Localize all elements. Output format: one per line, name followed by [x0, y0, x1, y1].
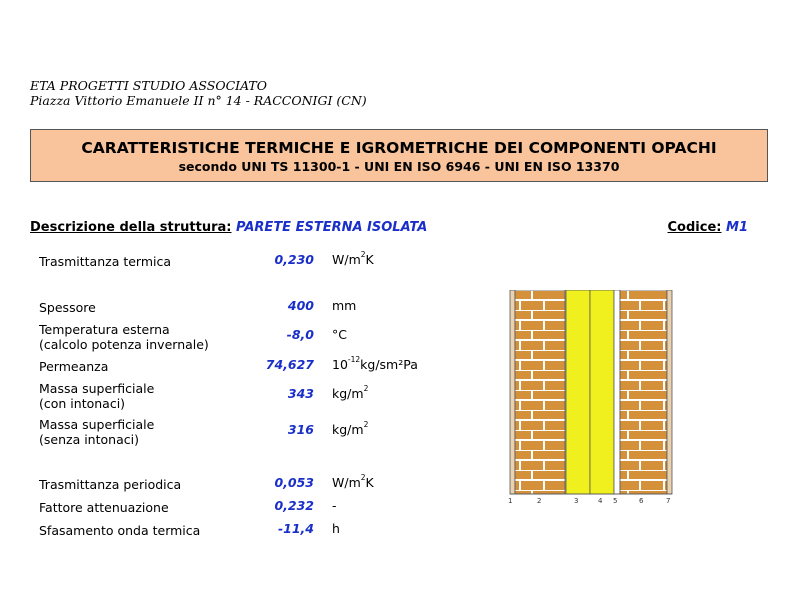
layer-number: 2 [537, 497, 542, 504]
code-field [668, 220, 748, 235]
property-label: Massa superficiale (con intonaci) [39, 381, 155, 411]
description-value: PARETE ESTERNA ISOLATA [236, 220, 428, 235]
company-header [30, 78, 367, 108]
property-value: -8,0 [286, 327, 314, 342]
company-name: ETA PROGETTI STUDIO ASSOCIATO [30, 78, 268, 93]
layer-gap [614, 290, 620, 494]
layer-number: 7 [666, 497, 671, 504]
property-label: Sfasamento onda termica [39, 523, 201, 538]
property-value: 0,232 [274, 498, 314, 513]
property-unit: $10^{-12}kg$/sm²Pa [332, 355, 418, 372]
property-label: Trasmittanza periodica [39, 477, 182, 492]
layer-insulation-2 [590, 290, 614, 494]
layer-number: 4 [598, 497, 603, 504]
layer-number: 5 [613, 497, 618, 504]
title-box [30, 129, 768, 182]
layer-number: 3 [574, 497, 579, 504]
company-address: Piazza Vittorio Emanuele II n° 14 - RACCONIGI (CN) [30, 93, 367, 108]
page-subtitle: secondo UNI TS 11300-1 - UNI EN ISO 6946 - UNI EN ISO 13370 [178, 159, 620, 174]
code-value: M1 [726, 220, 748, 235]
property-label: Permeanza [39, 359, 109, 374]
wall-section-diagram [508, 290, 674, 504]
property-value: 0,230 [274, 252, 314, 267]
property-value: 400 [287, 298, 314, 313]
property-label: Fattore attenuazione [39, 500, 169, 515]
layer-number: 1 [508, 497, 513, 504]
property-label: Temperatura esterna (calcolo potenza invernale) [39, 322, 209, 352]
property-label: Massa superficiale (senza intonaci) [39, 417, 155, 447]
property-value: -11,4 [277, 521, 314, 536]
property-unit: $W/m^2K$ [332, 473, 374, 490]
layer-number: 6 [639, 497, 644, 504]
page-title: CARATTERISTICHE TERMICHE E IGROMETRICHE DEI COMPONENTI OPACHI [81, 139, 717, 157]
property-unit: $W/m^2K$ [332, 250, 374, 267]
property-label: Trasmittanza termica [39, 254, 172, 269]
property-value: 0,053 [274, 475, 314, 490]
layer-plaster-inner [667, 290, 672, 494]
property-value: 74,627 [265, 357, 314, 372]
property-unit: h [332, 521, 340, 536]
property-value: 316 [287, 422, 314, 437]
property-unit: mm [332, 298, 357, 313]
description-label: Descrizione della struttura: [30, 220, 232, 235]
property-unit: - [332, 498, 337, 513]
property-value: 343 [287, 386, 314, 401]
property-unit: $kg/m^2$ [332, 384, 369, 401]
property-unit: $kg/m^2$ [332, 420, 369, 437]
property-label: Spessore [39, 300, 96, 315]
property-unit: °C [332, 327, 347, 342]
structure-description [30, 220, 748, 235]
layer-brick-inner [620, 290, 667, 494]
layer-insulation [566, 290, 590, 494]
code-label: Codice: [667, 220, 722, 235]
layer-brick-outer [515, 290, 565, 494]
layer-plaster-outer [510, 290, 515, 494]
